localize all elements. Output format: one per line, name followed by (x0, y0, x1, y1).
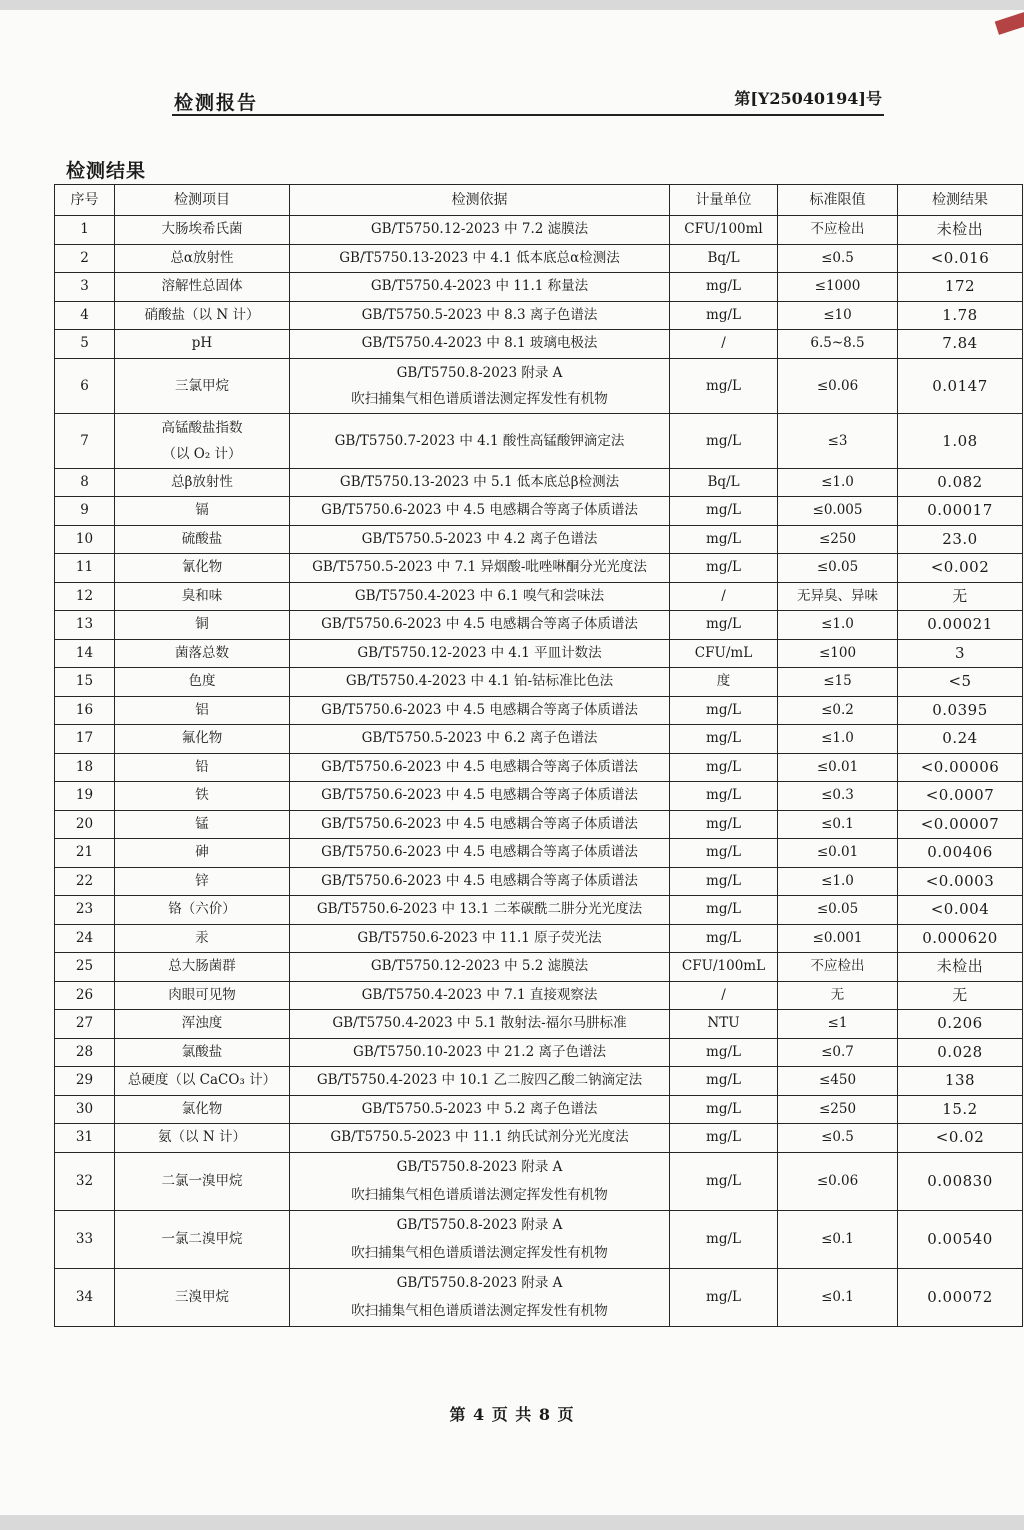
row-number: 32 (55, 1152, 115, 1210)
test-result: 0.206 (898, 1010, 1023, 1039)
table-row (55, 330, 1023, 359)
table-row (55, 639, 1023, 668)
test-result: 0.00072 (898, 1268, 1023, 1326)
standard-limit: ≤0.5 (778, 244, 898, 273)
test-basis: GB/T5750.5-2023 中 5.2 离子色谱法 (290, 1095, 670, 1124)
test-basis: GB/T5750.5-2023 中 6.2 离子色谱法 (290, 725, 670, 754)
standard-limit: ≤0.01 (778, 839, 898, 868)
standard-limit: ≤0.1 (778, 1268, 898, 1326)
standard-limit: ≤15 (778, 668, 898, 697)
row-number: 7 (55, 413, 115, 468)
test-basis: GB/T5750.6-2023 中 4.5 电感耦合等离子体质谱法 (290, 867, 670, 896)
row-number: 19 (55, 782, 115, 811)
test-basis: GB/T5750.4-2023 中 5.1 散射法-福尔马肼标准 (290, 1010, 670, 1039)
test-item: 汞 (115, 924, 290, 953)
table-row (55, 981, 1023, 1010)
test-item: 总大肠菌群 (115, 953, 290, 982)
test-basis: GB/T5750.12-2023 中 7.2 滤膜法 (290, 216, 670, 245)
test-result: 无 (898, 582, 1023, 611)
row-number: 29 (55, 1067, 115, 1096)
test-item: 二氯一溴甲烷 (115, 1152, 290, 1210)
standard-limit: ≤0.06 (778, 358, 898, 413)
row-number: 12 (55, 582, 115, 611)
test-result: 未检出 (898, 216, 1023, 245)
unit: / (670, 981, 778, 1010)
standard-limit: ≤0.05 (778, 896, 898, 925)
test-basis: GB/T5750.4-2023 中 8.1 玻璃电极法 (290, 330, 670, 359)
test-item: 臭和味 (115, 582, 290, 611)
test-item: 砷 (115, 839, 290, 868)
row-number: 31 (55, 1124, 115, 1153)
test-item: 浑浊度 (115, 1010, 290, 1039)
col-header-basis: 检测依据 (290, 185, 670, 216)
test-item: 镉 (115, 497, 290, 526)
table-row (55, 867, 1023, 896)
row-number: 18 (55, 753, 115, 782)
table-row (55, 839, 1023, 868)
test-item: 溶解性总固体 (115, 273, 290, 302)
test-result: <0.0003 (898, 867, 1023, 896)
col-header-limit: 标准限值 (778, 185, 898, 216)
test-item: 总硬度（以 CaCO₃ 计） (115, 1067, 290, 1096)
unit: mg/L (670, 273, 778, 302)
row-number: 25 (55, 953, 115, 982)
test-item: 氯酸盐 (115, 1038, 290, 1067)
test-result: 23.0 (898, 525, 1023, 554)
row-number: 2 (55, 244, 115, 273)
test-basis: GB/T5750.5-2023 中 7.1 异烟酸-吡唑啉酮分光光度法 (290, 554, 670, 583)
standard-limit: ≤1 (778, 1010, 898, 1039)
test-result: 3 (898, 639, 1023, 668)
row-number: 34 (55, 1268, 115, 1326)
unit: NTU (670, 1010, 778, 1039)
test-result: 172 (898, 273, 1023, 302)
test-basis: GB/T5750.6-2023 中 4.5 电感耦合等离子体质谱法 (290, 696, 670, 725)
table-row (55, 1067, 1023, 1096)
test-basis: GB/T5750.4-2023 中 6.1 嗅气和尝味法 (290, 582, 670, 611)
col-header-item: 检测项目 (115, 185, 290, 216)
table-row (55, 924, 1023, 953)
unit: mg/L (670, 753, 778, 782)
unit: mg/L (670, 358, 778, 413)
test-item: 氯化物 (115, 1095, 290, 1124)
unit: mg/L (670, 839, 778, 868)
test-item: 锌 (115, 867, 290, 896)
unit: mg/L (670, 810, 778, 839)
row-number: 21 (55, 839, 115, 868)
unit: mg/L (670, 1268, 778, 1326)
table-row (55, 216, 1023, 245)
test-basis: GB/T5750.6-2023 中 4.5 电感耦合等离子体质谱法 (290, 810, 670, 839)
test-item-line1: 高锰酸盐指数 (161, 419, 243, 436)
test-basis: GB/T5750.6-2023 中 4.5 电感耦合等离子体质谱法 (290, 611, 670, 640)
test-result: 0.0147 (898, 358, 1023, 413)
test-item: pH (115, 330, 290, 359)
corner-fold-mark (995, 11, 1024, 35)
table-row (55, 1268, 1023, 1326)
standard-limit: ≤1.0 (778, 468, 898, 497)
test-basis: GB/T5750.5-2023 中 8.3 离子色谱法 (290, 301, 670, 330)
test-item (115, 413, 290, 468)
test-item: 锰 (115, 810, 290, 839)
table-row (55, 497, 1023, 526)
test-basis (290, 1152, 670, 1210)
test-result: 1.08 (898, 413, 1023, 468)
row-number: 14 (55, 639, 115, 668)
table-header-row (55, 185, 1023, 216)
table-row (55, 1095, 1023, 1124)
row-number: 11 (55, 554, 115, 583)
standard-limit: ≤1.0 (778, 867, 898, 896)
unit: mg/L (670, 1067, 778, 1096)
unit: mg/L (670, 554, 778, 583)
test-basis: GB/T5750.6-2023 中 11.1 原子荧光法 (290, 924, 670, 953)
row-number: 9 (55, 497, 115, 526)
row-number: 4 (55, 301, 115, 330)
standard-limit: ≤0.01 (778, 753, 898, 782)
table-row (55, 611, 1023, 640)
test-basis (290, 1210, 670, 1268)
standard-limit: ≤10 (778, 301, 898, 330)
unit: mg/L (670, 696, 778, 725)
unit: mg/L (670, 1124, 778, 1153)
table-row (55, 468, 1023, 497)
unit: mg/L (670, 1152, 778, 1210)
standard-limit: ≤0.001 (778, 924, 898, 953)
table-row (55, 273, 1023, 302)
test-item: 色度 (115, 668, 290, 697)
unit: / (670, 330, 778, 359)
test-item: 菌落总数 (115, 639, 290, 668)
test-result: <0.00006 (898, 753, 1023, 782)
test-basis: GB/T5750.6-2023 中 4.5 电感耦合等离子体质谱法 (290, 497, 670, 526)
standard-limit: ≤0.3 (778, 782, 898, 811)
unit: mg/L (670, 1210, 778, 1268)
row-number: 8 (55, 468, 115, 497)
test-item: 一氯二溴甲烷 (115, 1210, 290, 1268)
unit: Bq/L (670, 468, 778, 497)
table-row (55, 953, 1023, 982)
row-number: 3 (55, 273, 115, 302)
test-item: 三氯甲烷 (115, 358, 290, 413)
test-item-line2: （以 O₂ 计） (162, 445, 242, 462)
row-number: 17 (55, 725, 115, 754)
unit: mg/L (670, 525, 778, 554)
row-number: 27 (55, 1010, 115, 1039)
table-row (55, 1038, 1023, 1067)
unit: 度 (670, 668, 778, 697)
table-row (55, 358, 1023, 413)
test-item: 三溴甲烷 (115, 1268, 290, 1326)
unit: mg/L (670, 725, 778, 754)
test-result: <0.016 (898, 244, 1023, 273)
test-basis (290, 358, 670, 413)
standard-limit: ≤0.06 (778, 1152, 898, 1210)
standard-limit: ≤0.05 (778, 554, 898, 583)
test-basis: GB/T5750.6-2023 中 4.5 电感耦合等离子体质谱法 (290, 753, 670, 782)
test-basis-line2: 吹扫捕集气相色谱质谱法测定挥发性有机物 (351, 1245, 608, 1261)
standard-limit: 不应检出 (778, 216, 898, 245)
test-basis: GB/T5750.4-2023 中 10.1 乙二胺四乙酸二钠滴定法 (290, 1067, 670, 1096)
test-item: 铬（六价） (115, 896, 290, 925)
table-row (55, 413, 1023, 468)
table-row (55, 1124, 1023, 1153)
standard-limit: ≤0.005 (778, 497, 898, 526)
test-result: 15.2 (898, 1095, 1023, 1124)
unit: CFU/100ml (670, 216, 778, 245)
test-result: 138 (898, 1067, 1023, 1096)
table-row (55, 582, 1023, 611)
table-row (55, 896, 1023, 925)
table-row (55, 696, 1023, 725)
row-number: 23 (55, 896, 115, 925)
test-result: 0.00406 (898, 839, 1023, 868)
unit: Bq/L (670, 244, 778, 273)
unit: mg/L (670, 782, 778, 811)
unit: mg/L (670, 924, 778, 953)
header-title: 检测报告 (174, 92, 259, 114)
unit: / (670, 582, 778, 611)
test-basis-line1: GB/T5750.8-2023 附录 A (396, 1217, 563, 1233)
test-item: 铝 (115, 696, 290, 725)
test-result: 0.0395 (898, 696, 1023, 725)
row-number: 6 (55, 358, 115, 413)
row-number: 26 (55, 981, 115, 1010)
test-basis: GB/T5750.7-2023 中 4.1 酸性高锰酸钾滴定法 (290, 413, 670, 468)
col-header-no: 序号 (55, 185, 115, 216)
standard-limit: ≤100 (778, 639, 898, 668)
test-result: 未检出 (898, 953, 1023, 982)
table-row (55, 301, 1023, 330)
standard-limit: ≤0.7 (778, 1038, 898, 1067)
test-basis: GB/T5750.13-2023 中 4.1 低本底总α检测法 (290, 244, 670, 273)
test-result: <0.004 (898, 896, 1023, 925)
unit: CFU/100mL (670, 953, 778, 982)
test-result: 无 (898, 981, 1023, 1010)
standard-limit: ≤1000 (778, 273, 898, 302)
test-result: 0.00540 (898, 1210, 1023, 1268)
row-number: 22 (55, 867, 115, 896)
standard-limit: ≤250 (778, 1095, 898, 1124)
unit: mg/L (670, 497, 778, 526)
test-basis-line2: 吹扫捕集气相色谱质谱法测定挥发性有机物 (351, 1187, 608, 1203)
standard-limit: ≤1.0 (778, 725, 898, 754)
test-result: 1.78 (898, 301, 1023, 330)
test-result: 0.028 (898, 1038, 1023, 1067)
test-result: 0.00830 (898, 1152, 1023, 1210)
test-item: 铁 (115, 782, 290, 811)
table-row (55, 725, 1023, 754)
table-row (55, 244, 1023, 273)
standard-limit: 6.5~8.5 (778, 330, 898, 359)
test-result: <0.002 (898, 554, 1023, 583)
test-basis (290, 1268, 670, 1326)
unit: mg/L (670, 896, 778, 925)
row-number: 28 (55, 1038, 115, 1067)
table-row (55, 810, 1023, 839)
unit: mg/L (670, 1038, 778, 1067)
standard-limit: 不应检出 (778, 953, 898, 982)
standard-limit: ≤3 (778, 413, 898, 468)
test-result: <5 (898, 668, 1023, 697)
test-item: 硫酸盐 (115, 525, 290, 554)
unit: mg/L (670, 1095, 778, 1124)
standard-limit: ≤250 (778, 525, 898, 554)
test-basis: GB/T5750.6-2023 中 13.1 二苯碳酰二肼分光光度法 (290, 896, 670, 925)
unit: mg/L (670, 867, 778, 896)
unit: mg/L (670, 413, 778, 468)
row-number: 20 (55, 810, 115, 839)
standard-limit: ≤0.1 (778, 1210, 898, 1268)
test-basis-line2: 吹扫捕集气相色谱质谱法测定挥发性有机物 (351, 1303, 608, 1319)
test-basis-line1: GB/T5750.8-2023 附录 A (396, 1159, 563, 1175)
row-number: 30 (55, 1095, 115, 1124)
test-item: 总α放射性 (115, 244, 290, 273)
test-item: 大肠埃希氏菌 (115, 216, 290, 245)
test-item: 肉眼可见物 (115, 981, 290, 1010)
test-basis: GB/T5750.6-2023 中 4.5 电感耦合等离子体质谱法 (290, 782, 670, 811)
row-number: 13 (55, 611, 115, 640)
standard-limit: 无 (778, 981, 898, 1010)
test-basis: GB/T5750.12-2023 中 5.2 滤膜法 (290, 953, 670, 982)
test-result: 0.00021 (898, 611, 1023, 640)
test-basis: GB/T5750.4-2023 中 7.1 直接观察法 (290, 981, 670, 1010)
col-header-unit: 计量单位 (670, 185, 778, 216)
table-row (55, 1010, 1023, 1039)
unit: CFU/mL (670, 639, 778, 668)
report-header (172, 80, 884, 116)
report-number: 第[Y25040194]号 (734, 89, 882, 108)
row-number: 1 (55, 216, 115, 245)
test-item: 硝酸盐（以 N 计） (115, 301, 290, 330)
test-result: <0.00007 (898, 810, 1023, 839)
table-row (55, 753, 1023, 782)
row-number: 16 (55, 696, 115, 725)
test-result: <0.0007 (898, 782, 1023, 811)
test-item: 氟化物 (115, 725, 290, 754)
table-row (55, 1210, 1023, 1268)
standard-limit: ≤0.2 (778, 696, 898, 725)
unit: mg/L (670, 611, 778, 640)
test-item: 铜 (115, 611, 290, 640)
test-basis: GB/T5750.12-2023 中 4.1 平皿计数法 (290, 639, 670, 668)
test-basis: GB/T5750.5-2023 中 4.2 离子色谱法 (290, 525, 670, 554)
standard-limit: ≤450 (778, 1067, 898, 1096)
test-basis: GB/T5750.4-2023 中 4.1 铂-钴标准比色法 (290, 668, 670, 697)
test-result: 0.000620 (898, 924, 1023, 953)
test-basis: GB/T5750.13-2023 中 5.1 低本底总β检测法 (290, 468, 670, 497)
standard-limit: 无异臭、异味 (778, 582, 898, 611)
standard-limit: ≤0.5 (778, 1124, 898, 1153)
test-basis-line1: GB/T5750.8-2023 附录 A (396, 1275, 563, 1291)
test-basis: GB/T5750.5-2023 中 11.1 纳氏试剂分光光度法 (290, 1124, 670, 1153)
test-result: 0.00017 (898, 497, 1023, 526)
table-row (55, 668, 1023, 697)
table-row (55, 1152, 1023, 1210)
results-table (54, 184, 1023, 1327)
test-basis-line1: GB/T5750.8-2023 附录 A (396, 364, 563, 381)
table-row (55, 525, 1023, 554)
test-result: 7.84 (898, 330, 1023, 359)
test-result: 0.24 (898, 725, 1023, 754)
row-number: 5 (55, 330, 115, 359)
test-basis: GB/T5750.10-2023 中 21.2 离子色谱法 (290, 1038, 670, 1067)
page-footer: 第 4 页 共 8 页 (449, 1405, 575, 1424)
test-basis: GB/T5750.4-2023 中 11.1 称量法 (290, 273, 670, 302)
unit: mg/L (670, 301, 778, 330)
test-item: 氰化物 (115, 554, 290, 583)
row-number: 24 (55, 924, 115, 953)
test-item: 铅 (115, 753, 290, 782)
row-number: 10 (55, 525, 115, 554)
test-basis: GB/T5750.6-2023 中 4.5 电感耦合等离子体质谱法 (290, 839, 670, 868)
test-result: <0.02 (898, 1124, 1023, 1153)
test-basis-line2: 吹扫捕集气相色谱质谱法测定挥发性有机物 (351, 390, 608, 407)
col-header-result: 检测结果 (898, 185, 1023, 216)
table-row (55, 554, 1023, 583)
test-item: 氨（以 N 计） (115, 1124, 290, 1153)
row-number: 15 (55, 668, 115, 697)
test-result: 0.082 (898, 468, 1023, 497)
standard-limit: ≤1.0 (778, 611, 898, 640)
section-title: 检测结果 (66, 160, 147, 182)
row-number: 33 (55, 1210, 115, 1268)
test-item: 总β放射性 (115, 468, 290, 497)
results-body (55, 216, 1023, 1327)
table-row (55, 782, 1023, 811)
standard-limit: ≤0.1 (778, 810, 898, 839)
